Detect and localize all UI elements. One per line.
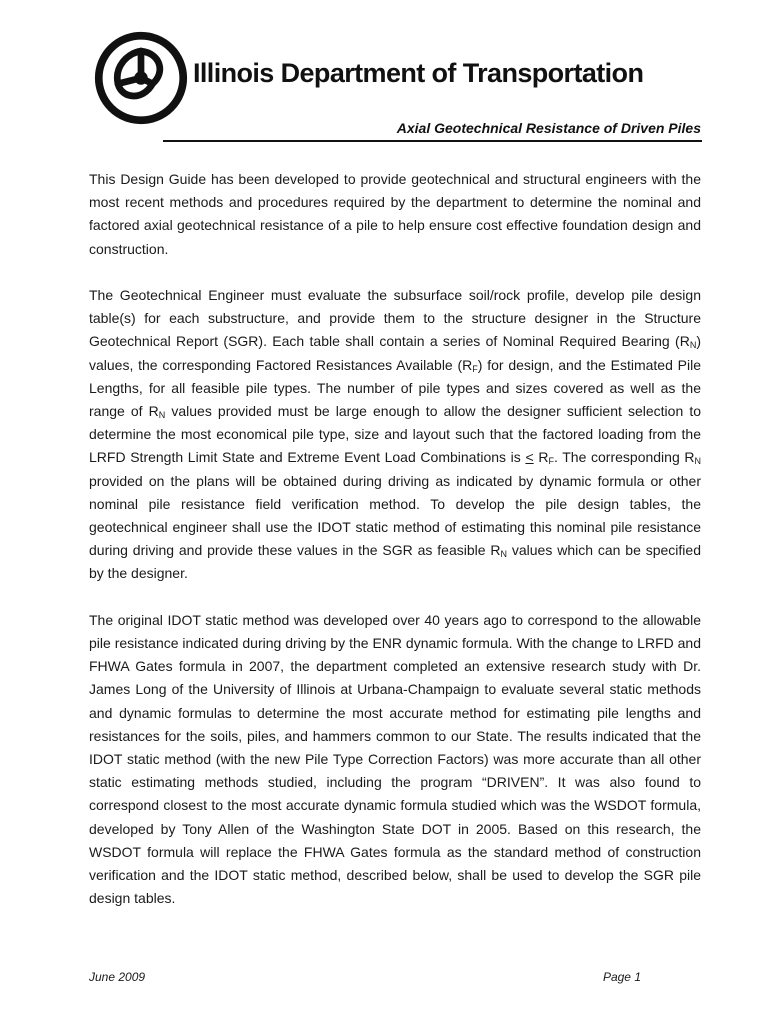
- paragraph-2-part-b: ) values, the corresponding Factored Resistances Available (: [89, 333, 701, 373]
- less-or-equal-symbol: <: [525, 449, 534, 466]
- symbol-r: R: [684, 449, 695, 466]
- paragraph-1: This Design Guide has been developed to provide geotechnical and structural engineers with the most recent methods and procedures required by the department to determine the nominal and factored axial geotechnical resistance of a pile to help ensure cost effective foundation design and construction.: [89, 171, 701, 257]
- paragraph-2: [89, 284, 701, 586]
- footer-page-number: Page 1: [602, 970, 641, 984]
- header-divider: [163, 140, 702, 142]
- symbol-r: R: [462, 356, 473, 373]
- paragraph-2-part-g: values which can be specified by the designer.: [89, 542, 701, 582]
- subscript-f: F: [548, 456, 554, 467]
- subscript-n: N: [694, 456, 702, 467]
- footer-date: June 2009: [89, 970, 146, 984]
- symbol-r: R: [490, 542, 501, 559]
- paragraph-2-part-d: values provided must be large enough to allow the designer sufficient selection to determine the most economical pile type, size and layout such that the factored loading from the LRFD Strength Limit State and Extreme Event Load Combinations is: [89, 403, 701, 466]
- idot-logo-icon: [93, 30, 189, 126]
- document-subtitle: Axial Geotechnical Resistance of Driven Piles: [396, 120, 701, 136]
- symbol-r: R: [679, 333, 690, 350]
- subscript-f: F: [472, 363, 478, 374]
- paragraph-2-part-f: provided on the plans will be obtained during driving as indicated by dynamic formula or other nominal pile resistance field verification method. To develop the pile design tables, the geotechnical engineer shall use the IDOT static method of estimating this nominal pile resistance during driving and provide these values in the SGR as feasible: [89, 472, 701, 559]
- paragraph-2-part-a: The Geotechnical Engineer must evaluate the subsurface soil/rock profile, develop pile design table(s) for each substructure, and provide them to the structure designer in the Structure Geotechnical Report (SGR). Each table shall contain a series of Nominal Required Bearing (: [89, 287, 701, 350]
- organization-title: Illinois Department of Transportation: [193, 58, 644, 88]
- paragraph-3: The original IDOT static method was developed over 40 years ago to correspond to the allowable pile resistance indicated during driving by the ENR dynamic formula. With the change to LRFD and FHWA Gates formula in 2007, the department completed an extensive research study with Dr. James Long of the University of Illinois at Urbana-Champaign to evaluate several static methods and dynamic formulas to determine the most accurate method for estimating pile lengths and resistances for the soils, piles, and hammers common to our State. The results indicated that the IDOT static method (with the new Pile Type Correction Factors) was more accurate than all other static estimating methods studied, including the program “DRIVEN”. It was also found to correspond closest to the most accurate dynamic formula studied which was the WSDOT formula, developed by Tony Allen of the Washington State DOT in 2005. Based on this research, the WSDOT formula will replace the FHWA Gates formula as the standard method of construction verification and the IDOT static method, described below, shall be used to develop the SGR pile design tables.: [89, 611, 701, 907]
- symbol-r: R: [538, 449, 549, 466]
- subscript-n: N: [689, 340, 697, 351]
- paragraph-2-part-e: . The corresponding: [553, 449, 685, 466]
- subscript-n: N: [500, 549, 508, 560]
- body-text: [89, 168, 701, 934]
- subscript-n: N: [158, 410, 166, 421]
- paragraph-2-part-c: ) for design, and the Estimated Pile Lengths, for all feasible pile types. The number of pile types and sizes covered as well as the range of: [89, 356, 701, 420]
- symbol-r: R: [148, 403, 159, 420]
